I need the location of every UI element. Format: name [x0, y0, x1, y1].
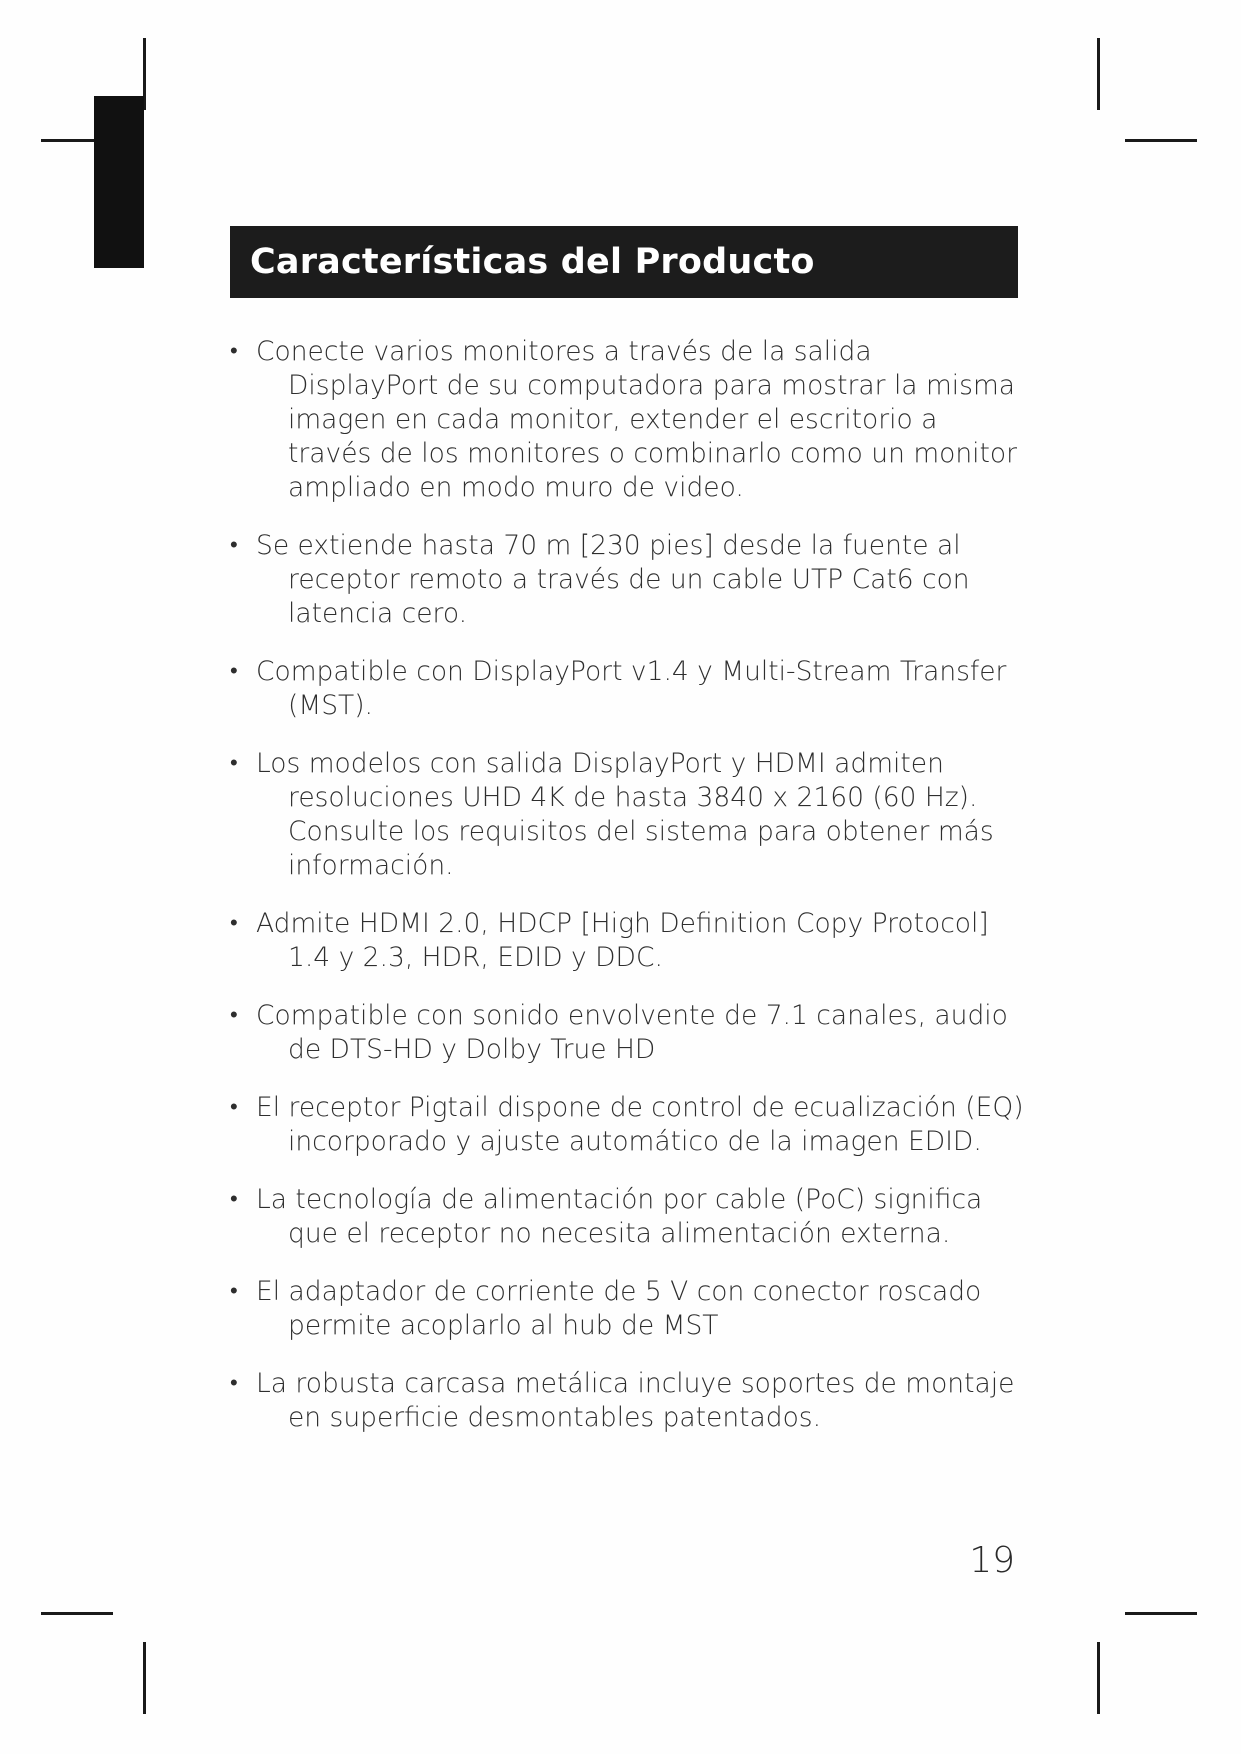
list-item [226, 1275, 1026, 1343]
list-item [226, 1091, 1026, 1159]
crop-mark-top-right-vertical [1097, 38, 1100, 110]
section-tab-marker [94, 96, 144, 268]
list-item [226, 999, 1026, 1067]
feature-text: La tecnología de alimentación por cable (PoC) significa que el receptor no necesita alimentación externa. [256, 1184, 983, 1249]
crop-mark-bottom-left-horizontal [41, 1612, 113, 1615]
bullet-icon: • [230, 751, 238, 776]
feature-list [226, 335, 1026, 1459]
feature-text: Los modelos con salida DisplayPort y HDMI admiten resoluciones UHD 4K de hasta 3840 x 2160 (60 Hz). Consulte los requisitos del sistema para obtener más información. [256, 748, 994, 881]
bullet-icon: • [230, 1279, 238, 1304]
bullet-icon: • [230, 339, 238, 364]
bullet-icon: • [230, 659, 238, 684]
feature-text: El receptor Pigtail dispone de control de ecualización (EQ) incorporado y ajuste automático de la imagen EDID. [256, 1092, 1024, 1157]
feature-text: Admite HDMI 2.0, HDCP [High Definition Copy Protocol] 1.4 y 2.3, HDR, EDID y DDC. [256, 908, 989, 973]
list-item [226, 335, 1026, 505]
bullet-icon: • [230, 1095, 238, 1120]
feature-text: La robusta carcasa metálica incluye soportes de montaje en superficie desmontables patentados. [256, 1368, 1015, 1433]
list-item [226, 747, 1026, 883]
crop-mark-bottom-right-vertical [1097, 1642, 1100, 1714]
list-item [226, 1183, 1026, 1251]
bullet-icon: • [230, 1187, 238, 1212]
feature-text: Conecte varios monitores a través de la salida DisplayPort de su computadora para mostrar la misma imagen en cada monitor, extender el escritorio a través de los monitores o combinarlo como un monitor ampliado en modo muro de video. [256, 336, 1018, 503]
list-item [226, 1367, 1026, 1435]
list-item [226, 655, 1026, 723]
list-item [226, 529, 1026, 631]
crop-mark-bottom-left-vertical [143, 1642, 146, 1714]
bullet-icon: • [230, 533, 238, 558]
crop-mark-top-right-horizontal [1125, 139, 1197, 142]
crop-mark-bottom-right-horizontal [1125, 1612, 1197, 1615]
feature-text: Se extiende hasta 70 m [230 pies] desde la fuente al receptor remoto a través de un cable UTP Cat6 con latencia cero. [256, 530, 970, 629]
page-number: 19 [969, 1540, 1015, 1581]
bullet-icon: • [230, 1003, 238, 1028]
feature-text: El adaptador de corriente de 5 V con conector roscado permite acoplarlo al hub de MST [256, 1276, 982, 1341]
bullet-icon: • [230, 1371, 238, 1396]
feature-text: Compatible con DisplayPort v1.4 y Multi-Stream Transfer (MST). [256, 656, 1007, 721]
list-item [226, 907, 1026, 975]
section-title: Características del Producto [250, 242, 815, 282]
feature-text: Compatible con sonido envolvente de 7.1 canales, audio de DTS-HD y Dolby True HD [256, 1000, 1008, 1065]
bullet-icon: • [230, 911, 238, 936]
section-header-bar [230, 226, 1018, 298]
